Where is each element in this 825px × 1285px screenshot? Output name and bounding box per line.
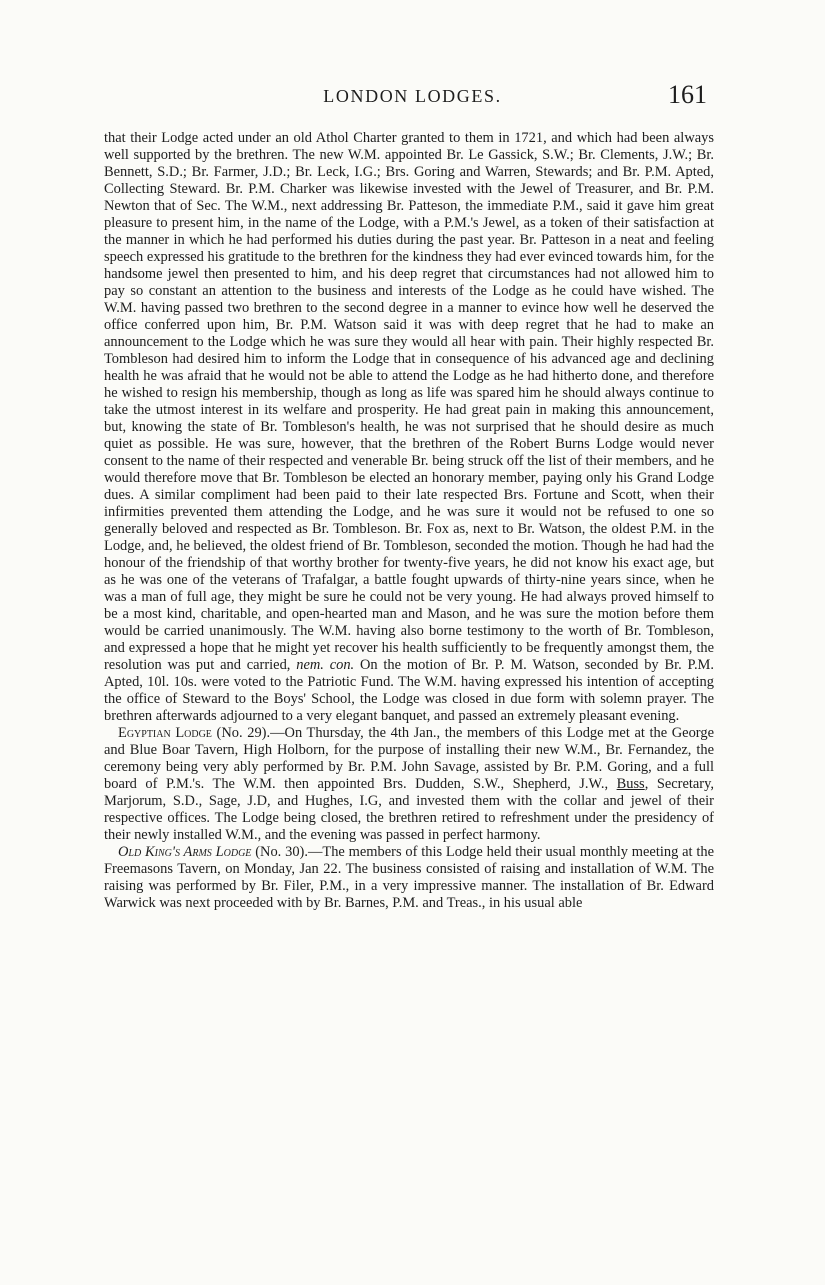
lodge-name: Egyptian Lodge [118, 725, 212, 741]
text-segment: On the motion of Br. P. M. Watson, seconded by Br. P.M. Apted, 10l. 10s. were voted to the Patriotic Fund. The W.M. having expressed his intention of accepting the office of Steward to the Boys' School, the Lodge was closed in due form with solemn prayer. The brethren afterwards adjourned to a very elegant banquet, and passed an extremely pleasant evening. [104, 657, 714, 724]
paragraph-egyptian-lodge [104, 725, 714, 844]
lodge-name: Old King's Arms Lodge [118, 844, 252, 860]
text-segment-italic: nem. con. [296, 657, 355, 673]
running-head: LONDON LODGES. [323, 86, 502, 106]
text-segment: that their Lodge acted under an old Athol Charter granted to them in 1721, and which had been always well supported by the brethren. The new W.M. appointed Br. Le Gassick, S.W.; Br. Clements, J.W.; Br. Bennett, S.D.; Br. Farmer, J.D.; Br. Leck, I.G.; Brs. Goring and Warren, Stewards; and Br. P.M. Apted, Collecting Steward. Br. P.M. Charker was likewise invested with the Jewel of Treasurer, and Br. P.M. Newton that of Sec. The W.M., next addressing Br. Patteson, the immediate P.M., said it gave him great pleasure to present him, in the name of the Lodge, with a P.M.'s Jewel, as a token of their satisfaction at the manner in which he had performed his duties during the past year. Br. Patteson in a neat and feeling speech expressed his gratitude to the brethren for the kindness they had ever evinced towards him, for the handsome jewel then presented to him, and his deep regret that circumstances had not allowed him to pay so constant an attention to the business and interests of the Lodge as he could have wished. The W.M. having passed two brethren to the second degree in a manner to evince how well he deserved the office conferred upon him, Br. P.M. Watson said it was with deep regret that he had to make an announcement to the Lodge which he was sure they would all hear with pain. Their highly respected Br. Tombleson had desired him to inform the Lodge that in consequence of his advanced age and declining health he was afraid that he would not be able to attend the Lodge as he had hitherto done, and therefore he wished to resign his membership, though as long as life was spared him he should always continue to take the utmost interest in its welfare and prosperity. He had great pain in making this announcement, but, knowing the state of Br. Tombleson's health, he was not surprised that he should desire as much quiet as possible. He was sure, however, that the brethren of the Robert Burns Lodge would never consent to the name of their respected and venerable Br. being struck off the list of their members, and he would therefore move that Br. Tombleson be elected an honorary member, paying only his Grand Lodge dues. A similar compliment had been paid to their late respected Brs. Fortune and Scott, when their infirmities prevented them attending the Lodge, and he was sure it would not be refused to one so generally beloved and respected as Br. Tombleson. Br. Fox as, next to Br. Watson, the oldest P.M. in the Lodge, and, he believed, the oldest friend of Br. Tombleson, seconded the motion. Though he had had the honour of the friendship of that worthy brother for twenty-five years, he did not know his exact age, but as he was one of the veterans of Trafalgar, a battle fought upwards of thirty-nine years since, when he was a man of full age, they might be sure he could not be very young. He had always proved himself to be a most kind, charitable, and open-hearted man and Mason, and he was sure the motion before them would be carried unanimously. The W.M. having also borne testimony to the worth of Br. Tombleson, and expressed a hope that he might yet recover his health sufficiently to be frequently amongst them, the resolution was put and carried, [104, 130, 714, 673]
paragraph-old-kings-arms-lodge [104, 844, 714, 912]
page-header [0, 80, 825, 120]
text-segment: (No. 29).—On Thursday, the 4th Jan., the members of this Lodge met at the George and Blue Boar Tavern, High Holborn, for the purpose of installing their new W.M., Br. Fernandez, the ceremony being very ably performed by Br. P.M. John Savage, assisted by Br. P.M. Goring, and a full board of P.M.'s. The W.M. then appointed Brs. Dudden, S.W., Shepherd, J.W., [104, 725, 714, 792]
paragraph-robert-burns-lodge [104, 130, 714, 725]
text-segment-underlined: Buss [616, 776, 645, 792]
body-text [104, 130, 714, 912]
page-number: 161 [668, 80, 707, 109]
text-segment: (No. 30).—The members of this Lodge held their usual monthly meeting at the Freemasons Tavern, on Monday, Jan 22. The business consisted of raising and installation of W.M. The raising was performed by Br. Filer, P.M., in a very impressive manner. The installation of Br. Edward Warwick was next proceeded with by Br. Barnes, P.M. and Treas., in his usual able [104, 844, 714, 911]
text-segment: , Secretary, Marjorum, S.D., Sage, J.D, and Hughes, I.G, and invested them with the collar and jewel of their respective offices. The Lodge being closed, the brethren retired to refreshment under the presidency of their newly installed W.M., and the evening was passed in perfect harmony. [104, 776, 714, 843]
